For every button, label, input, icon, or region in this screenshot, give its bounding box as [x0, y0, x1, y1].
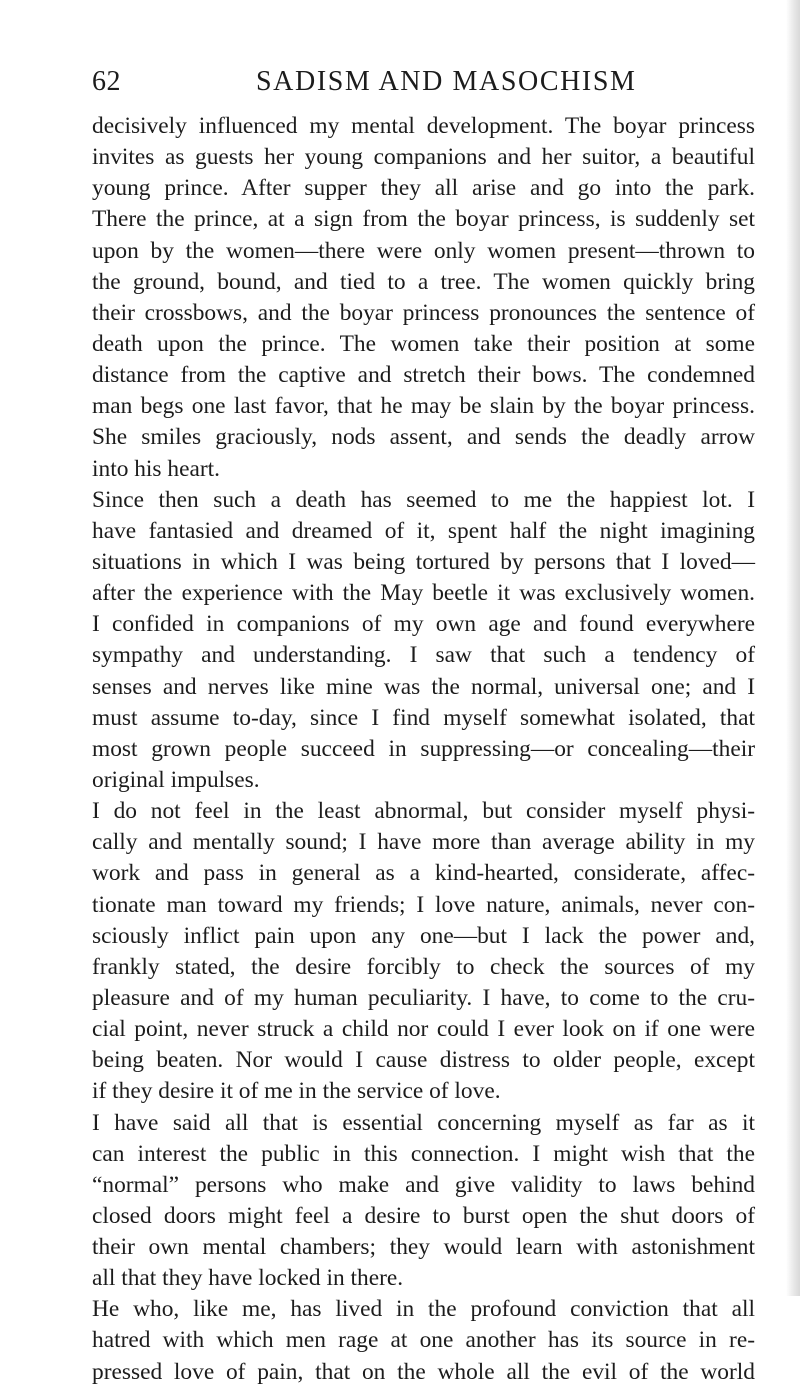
text-line: cally and mentally sound; I have more than average ability in my [92, 829, 755, 856]
text-line: frankly stated, the desire forcibly to check the sources of my [92, 953, 755, 980]
text-line: senses and nerves like mine was the normal, universal one; and I [92, 673, 755, 700]
text-line: upon by the women—there were only women present—thrown to [92, 237, 755, 264]
text-line: distance from the captive and stretch their bows. The condemned [92, 362, 755, 389]
text-line: cial point, never struck a child nor could I ever look on if one were [92, 1016, 755, 1043]
text-line: sciously inflict pain upon any one—but I lack the power and, [92, 922, 755, 949]
running-title: SADISM AND MASOCHISM [256, 66, 637, 97]
text-line: I confided in companions of my own age and found everywhere [92, 611, 755, 638]
text-line: their own mental chambers; they would learn with astonishment [92, 1234, 755, 1261]
text-line: after the experience with the May beetle it was exclusively women. [92, 580, 755, 607]
text-line: can interest the public in this connection. I might wish that the [92, 1140, 755, 1167]
text-line: all that they have locked in there. [92, 1265, 404, 1292]
text-line: He who, like me, has lived in the profound conviction that all [92, 1296, 755, 1323]
page-number: 62 [92, 66, 121, 97]
text-line: into his heart. [92, 455, 220, 482]
text-line: the ground, bound, and tied to a tree. The women quickly bring [92, 268, 755, 295]
text-line: Since then such a death has seemed to me the happiest lot. I [92, 486, 755, 513]
text-line: She smiles graciously, nods assent, and sends the deadly arrow [92, 424, 755, 451]
text-line: hatred with which men rage at one another has its source in re- [92, 1327, 755, 1354]
text-line: There the prince, at a sign from the boyar princess, is suddenly set [92, 206, 755, 233]
text-line: being beaten. Nor would I cause distress to older people, except [92, 1047, 755, 1074]
text-line: most grown people succeed in suppressing—or concealing—their [92, 735, 755, 762]
text-line: pleasure and of my human peculiarity. I have, to come to the cru- [92, 984, 755, 1011]
body-text [92, 111, 755, 1388]
text-line: situations in which I was being tortured by persons that I loved— [92, 548, 755, 575]
text-line: closed doors might feel a desire to burst open the shut doors of [92, 1202, 755, 1229]
text-line: invites as guests her young companions and her suitor, a beautiful [92, 144, 755, 171]
running-head [92, 64, 752, 100]
text-line: man begs one last favor, that he may be slain by the boyar princess. [92, 393, 755, 420]
text-line: original impulses. [92, 766, 260, 793]
text-line: tionate man toward my friends; I love nature, animals, never con- [92, 891, 755, 918]
text-line: young prince. After supper they all arise and go into the park. [92, 175, 755, 202]
text-line: I do not feel in the least abnormal, but consider myself physi- [92, 798, 755, 825]
text-line: must assume to-day, since I find myself somewhat isolated, that [92, 704, 755, 731]
text-line: decisively influenced my mental development. The boyar princess [92, 113, 755, 139]
text-line: sympathy and understanding. I saw that such a tendency of [92, 642, 755, 669]
text-line: have fantasied and dreamed of it, spent half the night imagining [92, 517, 755, 544]
text-line: if they desire it of me in the service of love. [92, 1078, 501, 1105]
page-edge-shadow [786, 0, 800, 1296]
text-line: work and pass in general as a kind-hearted, considerate, affec- [92, 860, 755, 887]
text-line: death upon the prince. The women take their position at some [92, 330, 755, 357]
text-line: “normal” persons who make and give validity to laws behind [92, 1171, 755, 1198]
text-line: their crossbows, and the boyar princess pronounces the sentence of [92, 299, 755, 326]
text-line: I have said all that is essential concerning myself as far as it [92, 1109, 755, 1136]
text-line: pressed love of pain, that on the whole all the evil of the world [92, 1358, 755, 1385]
